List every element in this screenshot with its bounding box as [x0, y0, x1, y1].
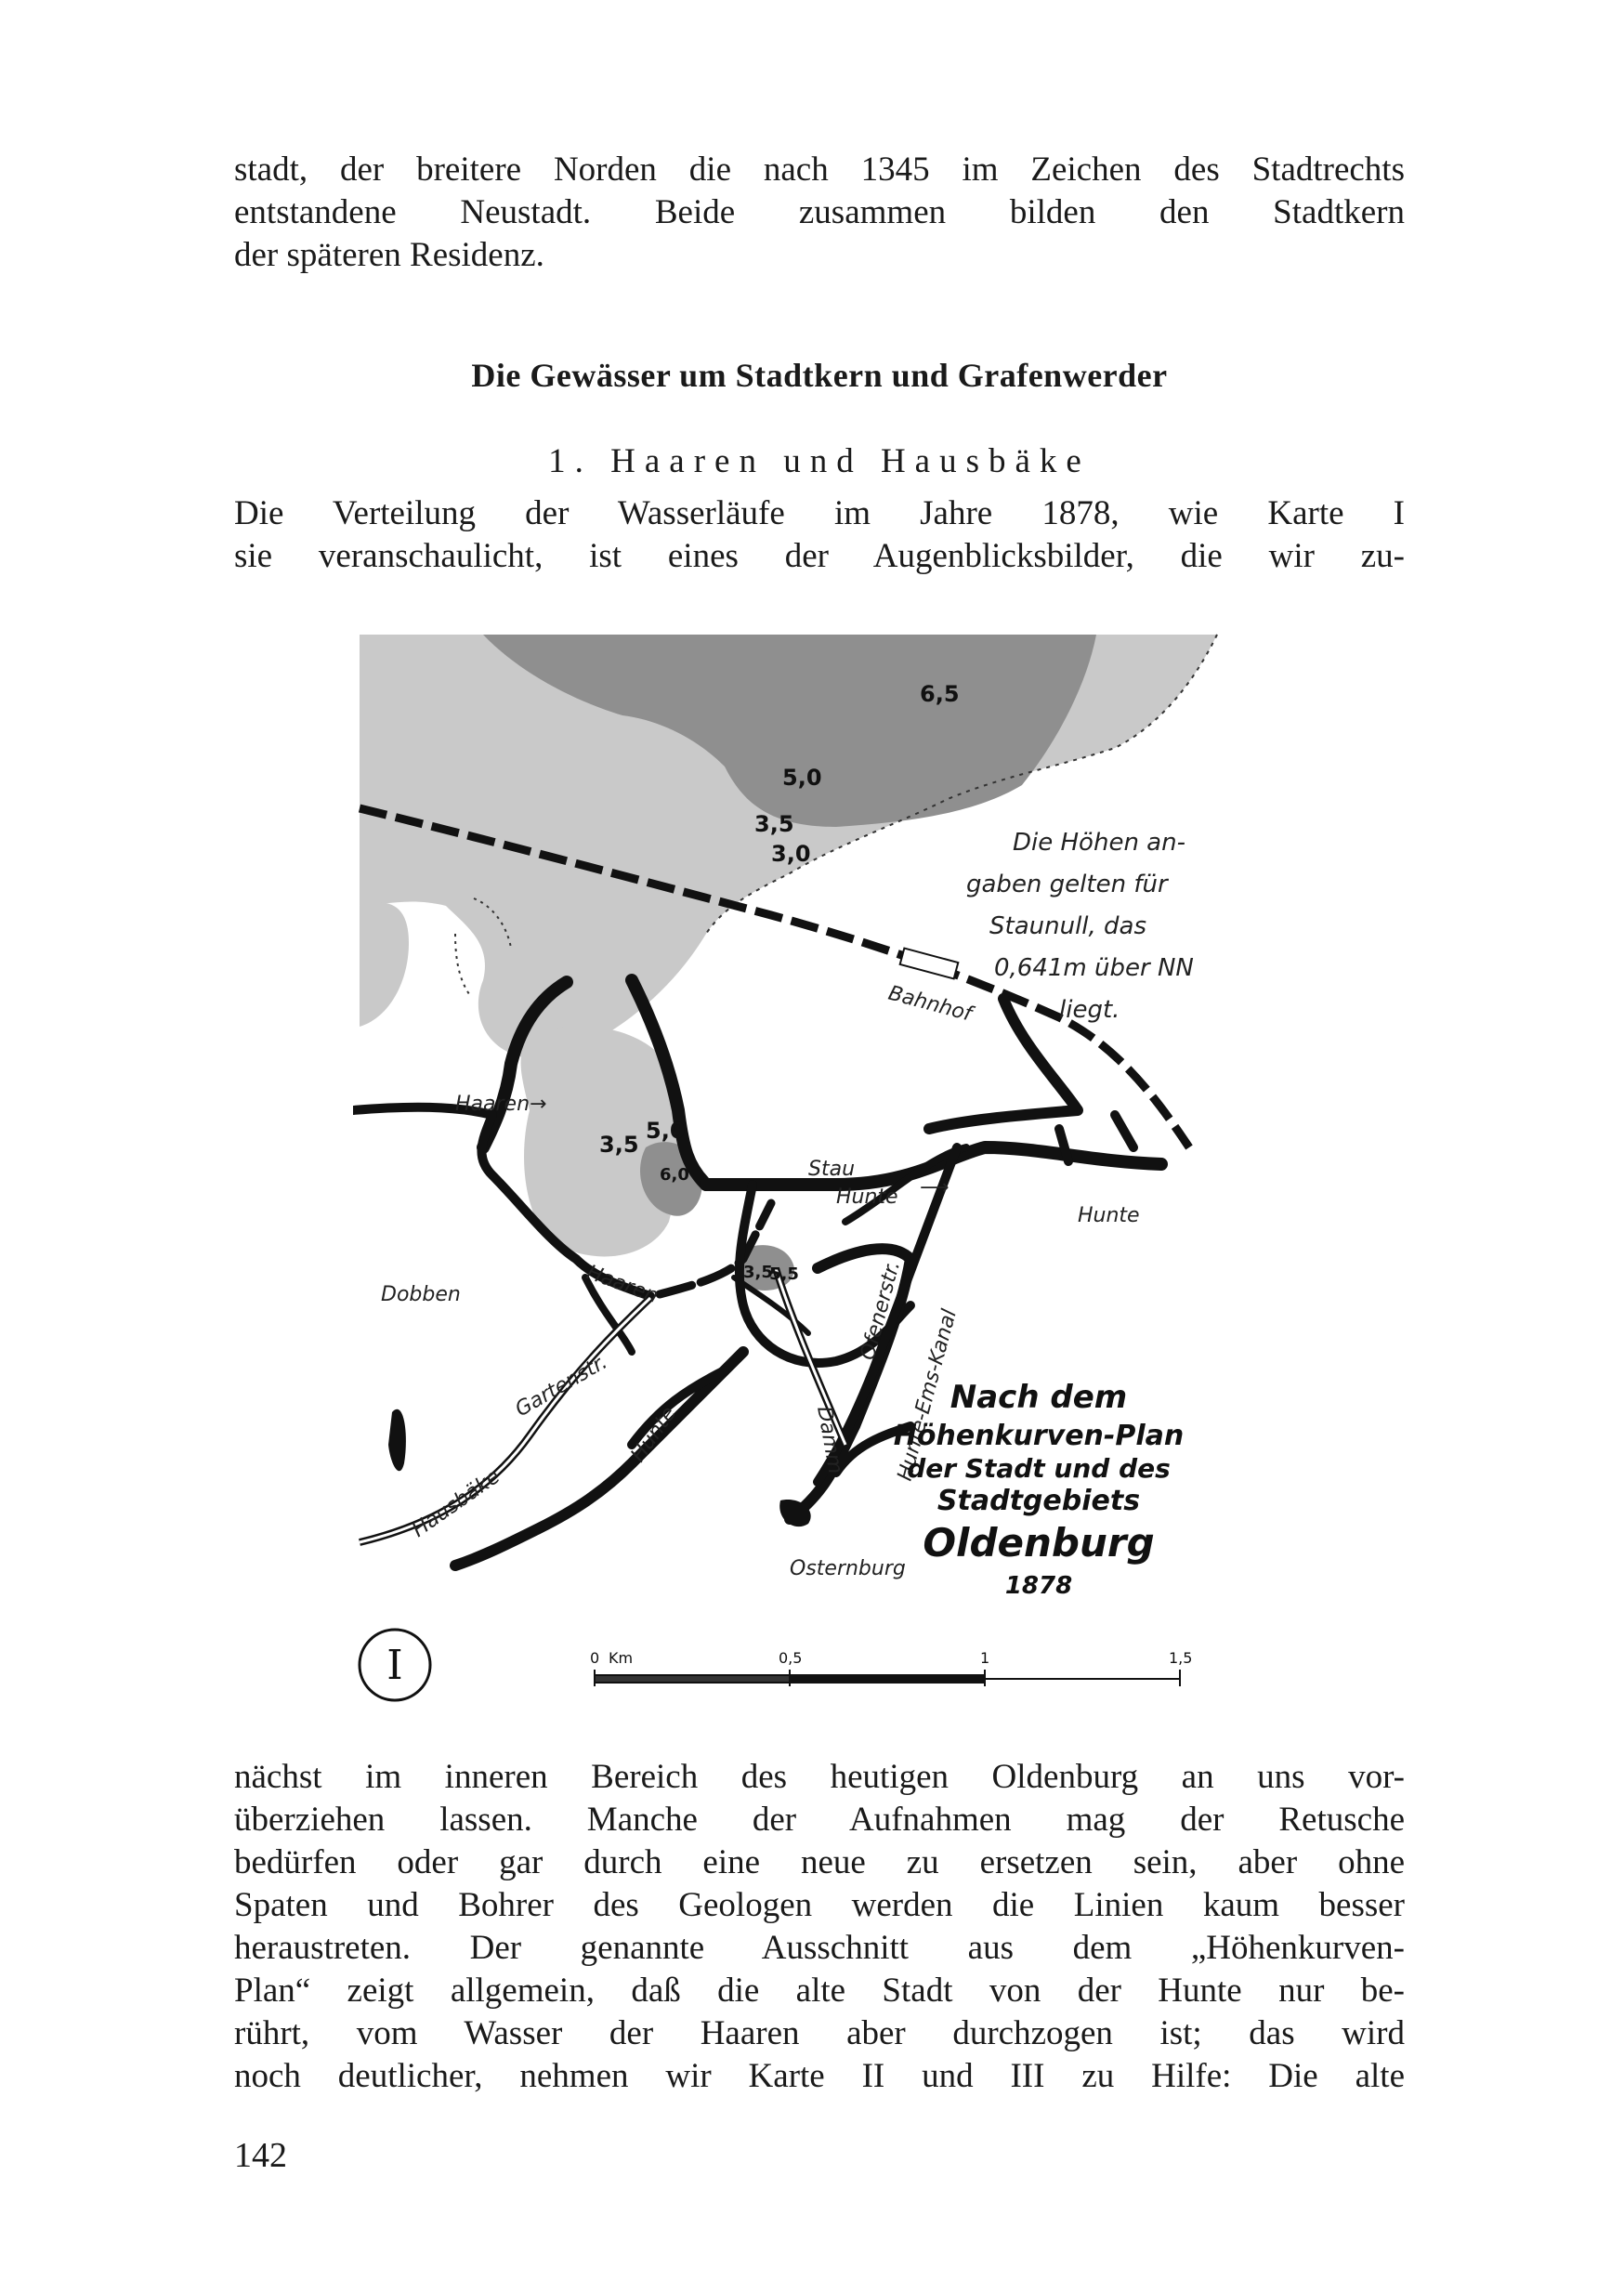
- text-line: Die Verteilung der Wasserläufe im Jahre 1878, wie Karte I: [234, 494, 1405, 532]
- map-note-line: 0,641m über NN: [994, 954, 1194, 982]
- label-hunte-east: Hunte: [1078, 1204, 1140, 1227]
- label-haaren-lower: Haaren: [583, 1261, 661, 1309]
- contour-label: 5,5: [769, 1264, 799, 1284]
- text-line: der späteren Residenz.: [234, 236, 544, 274]
- label-dobben: Dobben: [381, 1283, 461, 1306]
- contour-label: 3,5: [754, 811, 794, 837]
- text-line: heraustreten. Der genannte Ausschnitt aus dem „Höhenkurven-: [234, 1929, 1405, 1967]
- label-hunte-upper: Hunte: [836, 1186, 898, 1209]
- map-number: I: [386, 1642, 403, 1689]
- top-paragraph: [234, 149, 1405, 277]
- text-line: noch deutlicher, nehmen wir Karte II und III zu Hilfe: Die alte: [234, 2057, 1405, 2095]
- station-building: [900, 949, 959, 979]
- scale-unit: Km: [609, 1649, 634, 1667]
- oldenburg-map: [353, 627, 1301, 1705]
- text-line: entstandene Neustadt. Beide zusammen bilden den Stadtkern: [234, 193, 1405, 231]
- label-gartenstr: Gartenstr.: [511, 1350, 612, 1422]
- intro-paragraph: [234, 492, 1405, 578]
- label-stau: Stau: [808, 1158, 856, 1181]
- contour-label: 6,5: [920, 681, 960, 707]
- label-ofenerstr: Ofenerstr.: [856, 1258, 906, 1363]
- scale-tick: 0: [590, 1649, 600, 1667]
- map-title-line: Oldenburg: [923, 1520, 1155, 1566]
- map-note-line: Staunull, das: [989, 912, 1147, 940]
- text-line: Plan“ zeigt allgemein, daß die alte Stadt von der Hunte nur be-: [234, 1972, 1405, 2010]
- text-line: sie veranschaulicht, ist eines der Augenblicksbilder, die wir zu-: [234, 537, 1405, 575]
- map-title-line: der Stadt und des: [907, 1453, 1171, 1484]
- map-title-line: Höhenkurven-Plan: [893, 1420, 1185, 1452]
- contour-label: 3,5: [599, 1132, 639, 1158]
- map-title-line: 1878: [1004, 1572, 1073, 1600]
- arrow-right-icon: ⟶: [920, 1176, 950, 1199]
- text-line: stadt, der breitere Norden die nach 1345 im Zeichen des Stadtrechts: [234, 151, 1405, 189]
- main-paragraph: [234, 1756, 1405, 2098]
- subsection-heading: 1. Haaren und Hausbäke: [548, 442, 1091, 480]
- label-bahnhof: Bahnhof: [885, 981, 975, 1027]
- map-title-line: Stadtgebiets: [936, 1485, 1141, 1517]
- label-hunte-lower: Hunte: [626, 1402, 682, 1467]
- contour-label: 5,0: [782, 765, 822, 791]
- label-damm: Damm: [812, 1404, 847, 1476]
- scale-tick: 1: [980, 1649, 990, 1667]
- map-note-line: Die Höhen an-: [1013, 829, 1185, 857]
- label-osternburg: Osternburg: [790, 1557, 906, 1580]
- contour-label: 5,0: [646, 1118, 686, 1144]
- text-line: bedürfen oder gar durch eine neue zu ersetzen sein, aber ohne: [234, 1843, 1405, 1881]
- contour-label: 3,5: [743, 1263, 773, 1282]
- scale-tick: 0,5: [779, 1649, 803, 1667]
- text-line: überziehen lassen. Manche der Aufnahmen mag der Retusche: [234, 1801, 1405, 1839]
- label-hunte-ems-kanal: Hunte-Ems-Kanal: [893, 1306, 962, 1484]
- section-heading: Die Gewässer um Stadtkern und Grafenwerder: [471, 357, 1168, 394]
- light-elevation-area: [360, 902, 409, 1027]
- page-number: 142: [234, 2136, 287, 2175]
- contour-label: 3,0: [771, 841, 811, 867]
- text-line: rührt, vom Wasser der Haaren aber durchzogen ist; das wird: [234, 2014, 1405, 2052]
- label-haaren-arrow: Haaren→: [455, 1093, 547, 1116]
- text-line: nächst im inneren Bereich des heutigen Oldenburg an uns vor-: [234, 1758, 1405, 1796]
- contour-label: 6,0: [660, 1165, 689, 1185]
- scale-bar: [590, 1649, 1192, 1686]
- scale-tick: 1,5: [1169, 1649, 1193, 1667]
- map-title-line: Nach dem: [950, 1379, 1128, 1416]
- dobben-pond: [388, 1409, 406, 1472]
- text-line: Spaten und Bohrer des Geologen werden die Linien kaum besser: [234, 1886, 1405, 1924]
- label-hausbaeke: Hausbäke: [408, 1464, 504, 1542]
- map-note-line: liegt.: [1059, 996, 1120, 1024]
- map-note-line: gaben gelten für: [966, 871, 1168, 898]
